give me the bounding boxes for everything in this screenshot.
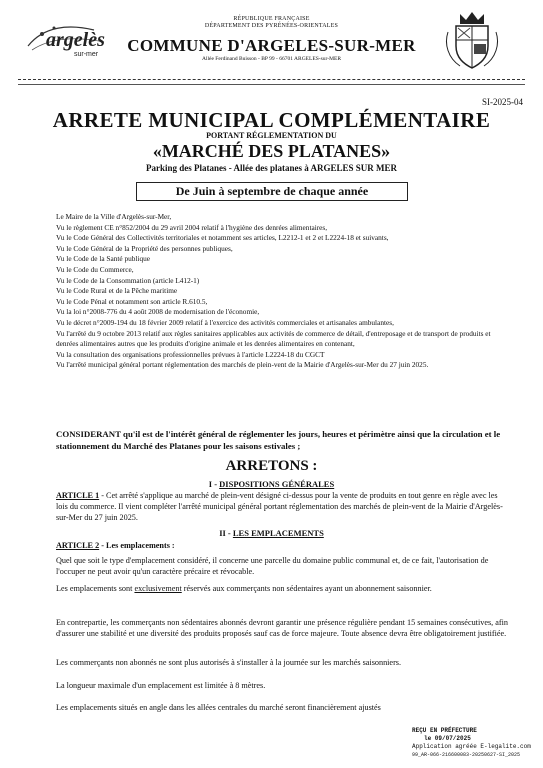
commune-name: COMMUNE D'ARGELES-SUR-MER <box>127 36 416 55</box>
article-1: ARTICLE 1 - Cet arrêté s'applique au marché de plein-vent désigné ci-dessus pour la vente de produits en tout genre en règle avec les lois du commerce. Il vient compléter l'arrêté municipal général portant réglementation des marchés de plein-vent de la Mairie d'Argelès-sur-Mer du 27 juin 2025. <box>56 491 503 522</box>
article-2-p1: Quel que soit le type d'emplacement considéré, il concerne une parcelle du domaine public communal et, de ce fait, l'autorisation de l'occuper ne peut avoir qu'un caractère précaire et révocable. <box>56 556 489 576</box>
prefecture-stamp: REÇU EN PRÉFECTURE le 09/07/2025 Application agréée E-legalite.com 99_AR-066-216600083-20250627-SI_2025 <box>412 727 531 758</box>
vus-item: Vu le Code Général de la Propriété des personnes publiques, <box>56 243 233 253</box>
season-box: De Juin à septembre de chaque année <box>136 182 408 201</box>
vus-item: Vu la consultation des organisations professionnelles prévues à l'article L2224-18 du CGCT <box>56 349 325 359</box>
commune-address: Allée Ferdinand Buisson - BP 99 - 66701 ARGELES-sur-MER <box>201 56 341 62</box>
vus-item: Vu le Code de la Consommation (article L412-1) <box>56 275 200 285</box>
vus-list <box>56 212 511 371</box>
vus-item: Vu le règlement CE n°852/2004 du 29 avril 2004 relatif à l'hygiène des denrées alimentaires, <box>56 222 328 232</box>
article-2-p2: Les emplacements sont exclusivement réservés aux commerçants non sédentaires ayant un abonnement saisonnier. <box>56 584 432 593</box>
article-1-label: ARTICLE 1 <box>56 491 100 500</box>
vus-item: Vu le Code de la Santé publique <box>56 254 150 264</box>
title-sub: PORTANT RÉGLEMENTATION DU <box>206 131 337 140</box>
reference-number: SI-2025-04 <box>482 97 523 107</box>
section-2-heading: II - LES EMPLACEMENTS <box>219 528 324 538</box>
vus-item: Vu l'arrêté du 9 octobre 2013 relatif aux règles sanitaires applicables aux activités de commerce de détail, d'entreposage et de transport de produits et denrées alimentaires autres que les produits d'origine animale et les denrées alimentaires en contenant, <box>56 328 491 349</box>
section-1-heading: I - DISPOSITIONS GÉNÉRALES <box>208 479 335 489</box>
vus-item: Vu le Code du Commerce, <box>56 264 134 274</box>
header-divider <box>18 79 525 80</box>
svg-text:argelès: argelès <box>46 29 105 51</box>
vus-item: Vu le Code Rural et de la Pêche maritime <box>56 286 178 296</box>
header-divider-2 <box>18 84 525 85</box>
article-2-p3: En contrepartie, les commerçants non sédentaires abonnés devront garantir une présence régulière pendant 15 semaines consécutives, afin d'assurer une stabilité et une diversité des produits proposés sauf cas de force majeure. Toute absence devra être obligatoirement justifiée. <box>56 618 508 638</box>
svg-text:sur-mer: sur-mer <box>74 51 99 58</box>
vus-item: Vu l'arrêté municipal général portant réglementation des marchés de plein-vent de la Mairie d'Argelès-sur-Mer du 27 juin 2025. <box>56 360 429 370</box>
vus-item: Vu la loi n°2008-776 du 4 août 2008 de modernisation de l'économie, <box>56 307 260 317</box>
vus-item: Vu le Code Général des Collectivités territoriales et notamment ses articles, L2212-1 et 2 et L2224-18 et suivants, <box>56 233 389 243</box>
coat-of-arms-icon <box>442 10 502 72</box>
article-2-p4: Les commerçants non abonnés ne sont plus autorisés à s'installer à la journée sur les marchés saisonniers. <box>56 658 402 667</box>
considerant-text: CONSIDERANT qu'il est de l'intérêt général de réglementer les jours, heures et périmètre ainsi que la circulation et le stationnement du Marché des Platanes pour les saisons estivales ; <box>56 429 501 451</box>
vus-item: Vu le décret n°2009-194 du 18 février 2009 relatif à l'exercice des activités commerciales et artisanales ambulantes, <box>56 317 394 327</box>
title-location: Parking des Platanes - Allée des platanes à ARGELES SUR MER <box>145 163 398 173</box>
vus-item: Le Maire de la Ville d'Argelès-sur-Mer, <box>56 212 172 221</box>
arretons-heading: ARRETONS : <box>225 458 318 474</box>
header-republic: RÉPUBLIQUE FRANÇAISE DÉPARTEMENT DES PYRÉNÉES-ORIENTALES <box>204 16 339 29</box>
article-2-p5: La longueur maximale d'un emplacement est limitée à 8 mètres. <box>56 681 266 690</box>
title-market: «MARCHÉ DES PLATANES» <box>152 141 391 161</box>
article-2-label: ARTICLE 2 <box>56 541 100 550</box>
article-2-p6: Les emplacements situés en angle dans les allées centrales du marché seront financièrement ajustés <box>56 703 381 712</box>
title-main: ARRETE MUNICIPAL COMPLÉMENTAIRE <box>52 108 491 132</box>
vus-item: Vu le Code Pénal et notamment son article R.610.5, <box>56 296 208 306</box>
article-2-heading: ARTICLE 2 - Les emplacements : <box>56 541 175 550</box>
